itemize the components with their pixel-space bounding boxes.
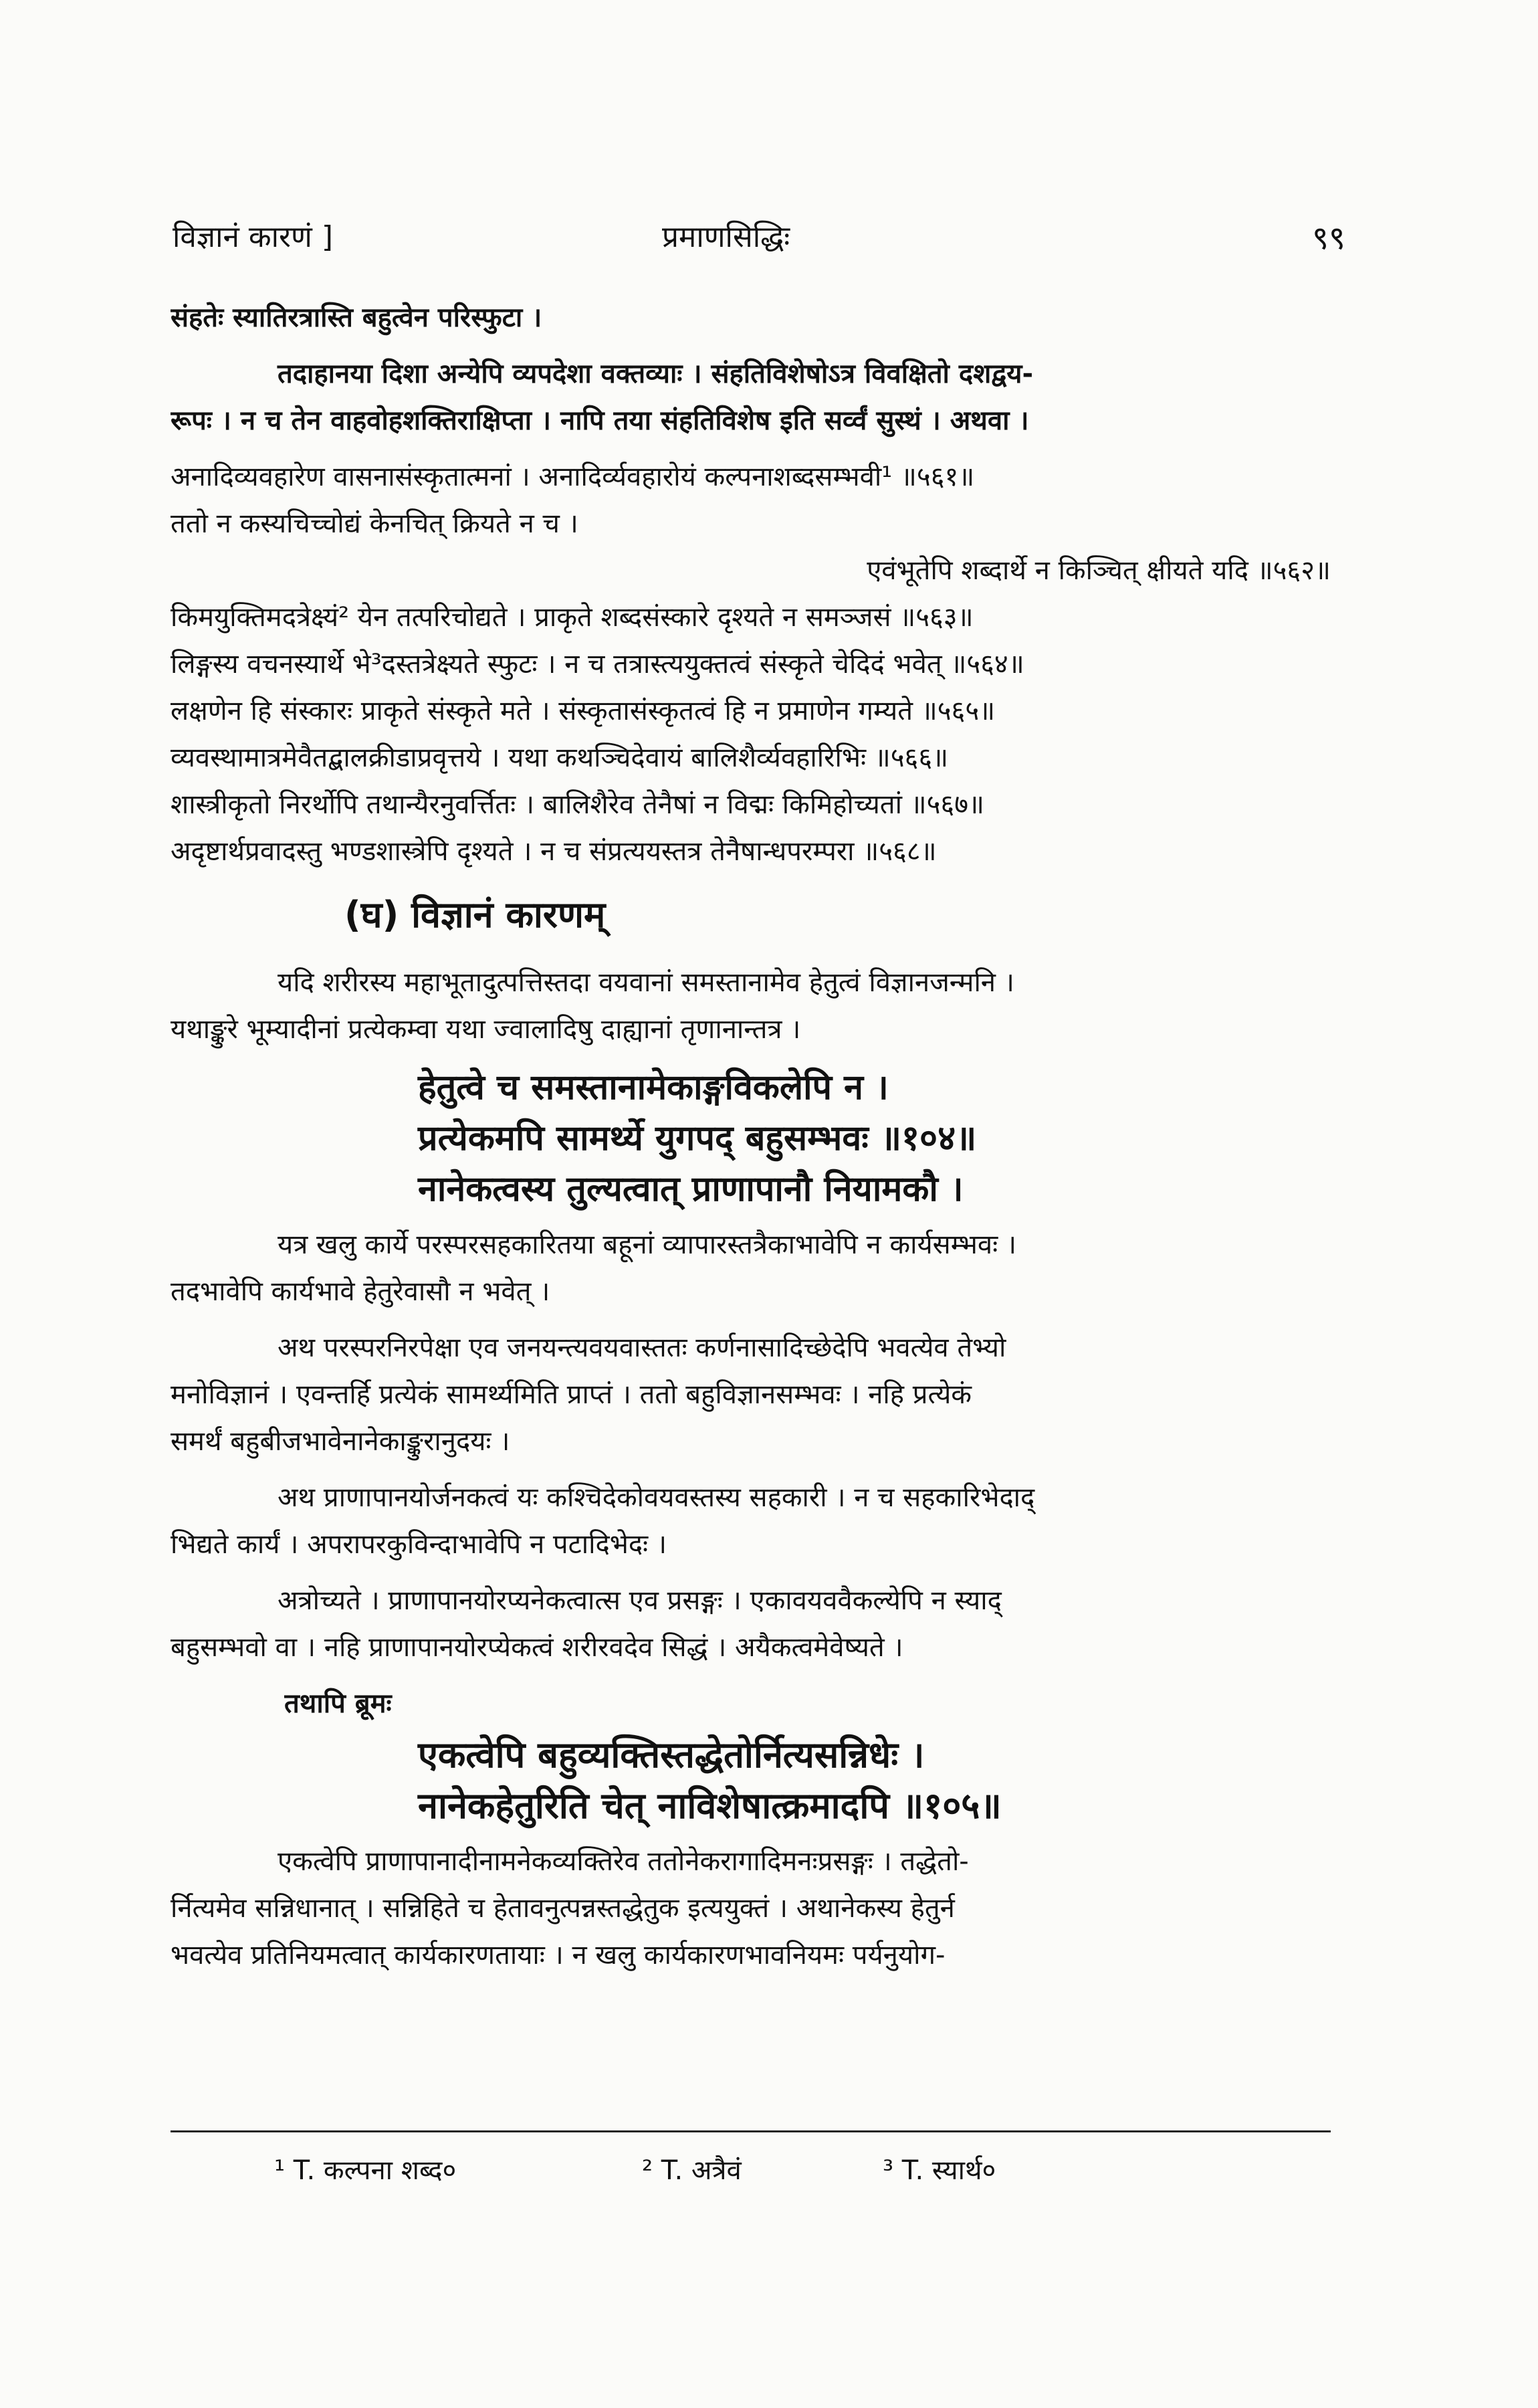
- text-line: र्नित्यमेव सन्निधानात् । सन्निहिते च हेतावनुत्पन्नस्तद्धेतुक इत्ययुक्तं । अथानेकस्य हेतुर्न: [171, 1893, 955, 1924]
- verse-line: एवंभूतेपि शब्दार्थे न किञ्चित् क्षीयते यदि ॥५६२॥: [867, 555, 1331, 586]
- verse-line: व्यवस्थामात्रमेवैतद्बालक्रीडाप्रवृत्तये । यथा कथञ्चिदेवायं बालिशैर्व्यवहारिभिः ॥५६६॥: [171, 742, 949, 773]
- verse-line: ततो न कस्यचिच्चोद्यं केनचित् क्रियते न च ।: [171, 508, 578, 539]
- karika-105: [171, 1730, 1331, 1831]
- paragraph-4: [171, 1474, 1331, 1568]
- paragraph-2: [171, 1221, 1331, 1315]
- verse-line: शास्त्रीकृतो निरर्थोपि तथान्यैरनुवर्त्तितः । बालिशैरेव तेनैषां न विद्मः किमिहोच्यतां ॥५६७॥: [171, 789, 984, 820]
- verse-line: अदृष्टार्थप्रवादस्तु भण्डशास्त्रेपि दृश्यते । न च संप्रत्ययस्तत्र तेनैषान्धपरम्परा ॥५६८॥: [171, 836, 937, 867]
- footnote-rule: [171, 2130, 1331, 2132]
- karika-line: एकत्वेपि बहुव्यक्तिस्तद्धेतोर्नित्यसन्निधेः ।: [418, 1734, 925, 1776]
- bold-paragraph: [171, 350, 1331, 444]
- text-line: भिद्यते कार्यं । अपरापरकुविन्दाभावेपि न पटादिभेदः ।: [171, 1529, 667, 1560]
- text-line: यथाङ्कुरे भूम्यादीनां प्रत्येकम्वा यथा ज्वालादिषु दाह्यानां तृणानान्तत्र ।: [171, 1014, 801, 1045]
- text-line: अत्रोच्यते । प्राणापानयोरप्यनेकत्वात्स एव प्रसङ्गः । एकावयववैकल्येपि न स्याद्: [278, 1585, 1002, 1616]
- paragraph-6: [171, 1838, 1331, 1979]
- text-line: एकत्वेपि प्राणापानादीनामनेकव्यक्तिरेव ततोनेकरागादिमनःप्रसङ्गः । तद्धेतो-: [278, 1846, 969, 1877]
- verse-line: किमयुक्तिमदत्रेक्ष्यं² येन तत्परिचोद्यते । प्राकृते शब्दसंस्कारे दृश्यते न समञ्जसं ॥५६३॥: [171, 602, 974, 633]
- text-line: बहुसम्भवो वा । नहि प्राणापानयोरप्येकत्वं शरीरवदेव सिद्धं । अयैकत्वमेवेष्यते ।: [171, 1632, 903, 1663]
- text-line: अथ प्राणापानयोर्जनकत्वं यः कश्चिदेकोवयवस्तस्य सहकारी । न च सहकारिभेदाद्: [278, 1482, 1035, 1513]
- verse-line: लक्षणेन हि संस्कारः प्राकृते संस्कृते मते । संस्कृतासंस्कृतत्वं हि न प्रमाणेन गम्यते ॥५६५॥: [171, 696, 996, 726]
- running-header-left: विज्ञानं कारणं ]: [173, 220, 334, 254]
- verse-block-561-568: [171, 454, 1331, 875]
- footnote-1: ¹ T. कल्पना शब्द०: [274, 2155, 457, 2186]
- opening-line: [171, 294, 1331, 341]
- footnote-2: ² T. अत्रैवं: [642, 2155, 742, 2186]
- karika-line: प्रत्येकमपि सामर्थ्ये युगपद् बहुसम्भवः ॥१०४॥: [418, 1118, 977, 1159]
- karika-line: नानेकत्वस्य तुल्यत्वात् प्राणापानौ नियामकौ ।: [418, 1169, 964, 1209]
- paragraph-5: [171, 1577, 1331, 1671]
- text-line: समर्थं बहुबीजभावेनानेकाङ्कुरानुदयः ।: [171, 1426, 510, 1457]
- karika-line: हेतुत्वे च समस्तानामेकाङ्गविकलेपि न ।: [418, 1068, 889, 1108]
- verse-line: लिङ्गस्य वचनस्यार्थे भे³दस्तत्रेक्ष्यते स्फुटः । न च तत्रास्त्ययुक्तत्वं संस्कृते चेदिदं भवेत् ॥५६४॥: [171, 649, 1024, 680]
- text-line: रूपः । न च तेन वाहवोहशक्तिराक्षिप्ता । नापि तया संहतिविशेष इति सर्व्वं सुस्थं । अथवा ।: [171, 405, 1029, 436]
- tathapi-bruumah: तथापि ब्रूमः: [284, 1688, 392, 1719]
- footnote-3: ³ T. स्यार्थ०: [883, 2155, 996, 2186]
- page-number: ९९: [1312, 219, 1345, 257]
- text-line: तदभावेपि कार्यभावे हेतुरेवासौ न भवेत् ।: [171, 1276, 550, 1307]
- text-line: यत्र खलु कार्ये परस्परसहकारितया बहूनां व्यापारस्तत्रैकाभावेपि न कार्यसम्भवः ।: [278, 1229, 1017, 1260]
- text-line: अथ परस्परनिरपेक्षा एव जनयन्त्यवयवास्ततः कर्णनासादिच्छेदेपि भवत्येव तेभ्यो: [278, 1332, 1006, 1363]
- karika-104: [171, 1062, 1331, 1215]
- running-header-title: प्रमाणसिद्धिः: [662, 220, 790, 254]
- section-heading: (घ) विज्ञानं कारणम्: [344, 894, 606, 936]
- paragraph-1: [171, 959, 1331, 1053]
- verse-line: अनादिव्यवहारेण वासनासंस्कृतात्मनां । अनादिर्व्यवहारोयं कल्पनाशब्दसम्भवी¹ ॥५६१॥: [171, 462, 975, 492]
- page-body: [171, 294, 1331, 1988]
- text-line: यदि शरीरस्य महाभूतादुत्पत्तिस्तदा वयवानां समस्तानामेव हेतुत्वं विज्ञानजन्मनि ।: [278, 967, 1014, 998]
- text-line: संहतेः स्यातिरत्रास्ति बहुत्वेन परिस्फुटा ।: [171, 302, 542, 333]
- karika-line: नानेकहेतुरिति चेत् नाविशेषात्क्रमादपि ॥१०५॥: [418, 1785, 1002, 1827]
- text-line: भवत्येव प्रतिनियमत्वात् कार्यकारणतायाः । न खलु कार्यकारणभावनियमः पर्यनुयोग-: [171, 1940, 946, 1971]
- paragraph-3: [171, 1324, 1331, 1465]
- text-line: मनोविज्ञानं । एवन्तर्हि प्रत्येकं सामर्थ्यमिति प्राप्तं । ततो बहुविज्ञानसम्भवः । नहि प्रत्येकं: [171, 1379, 972, 1410]
- text-line: तदाहानया दिशा अन्येपि व्यपदेशा वक्तव्याः । संहतिविशेषोऽत्र विवक्षितो दशद्वय-: [278, 359, 1034, 389]
